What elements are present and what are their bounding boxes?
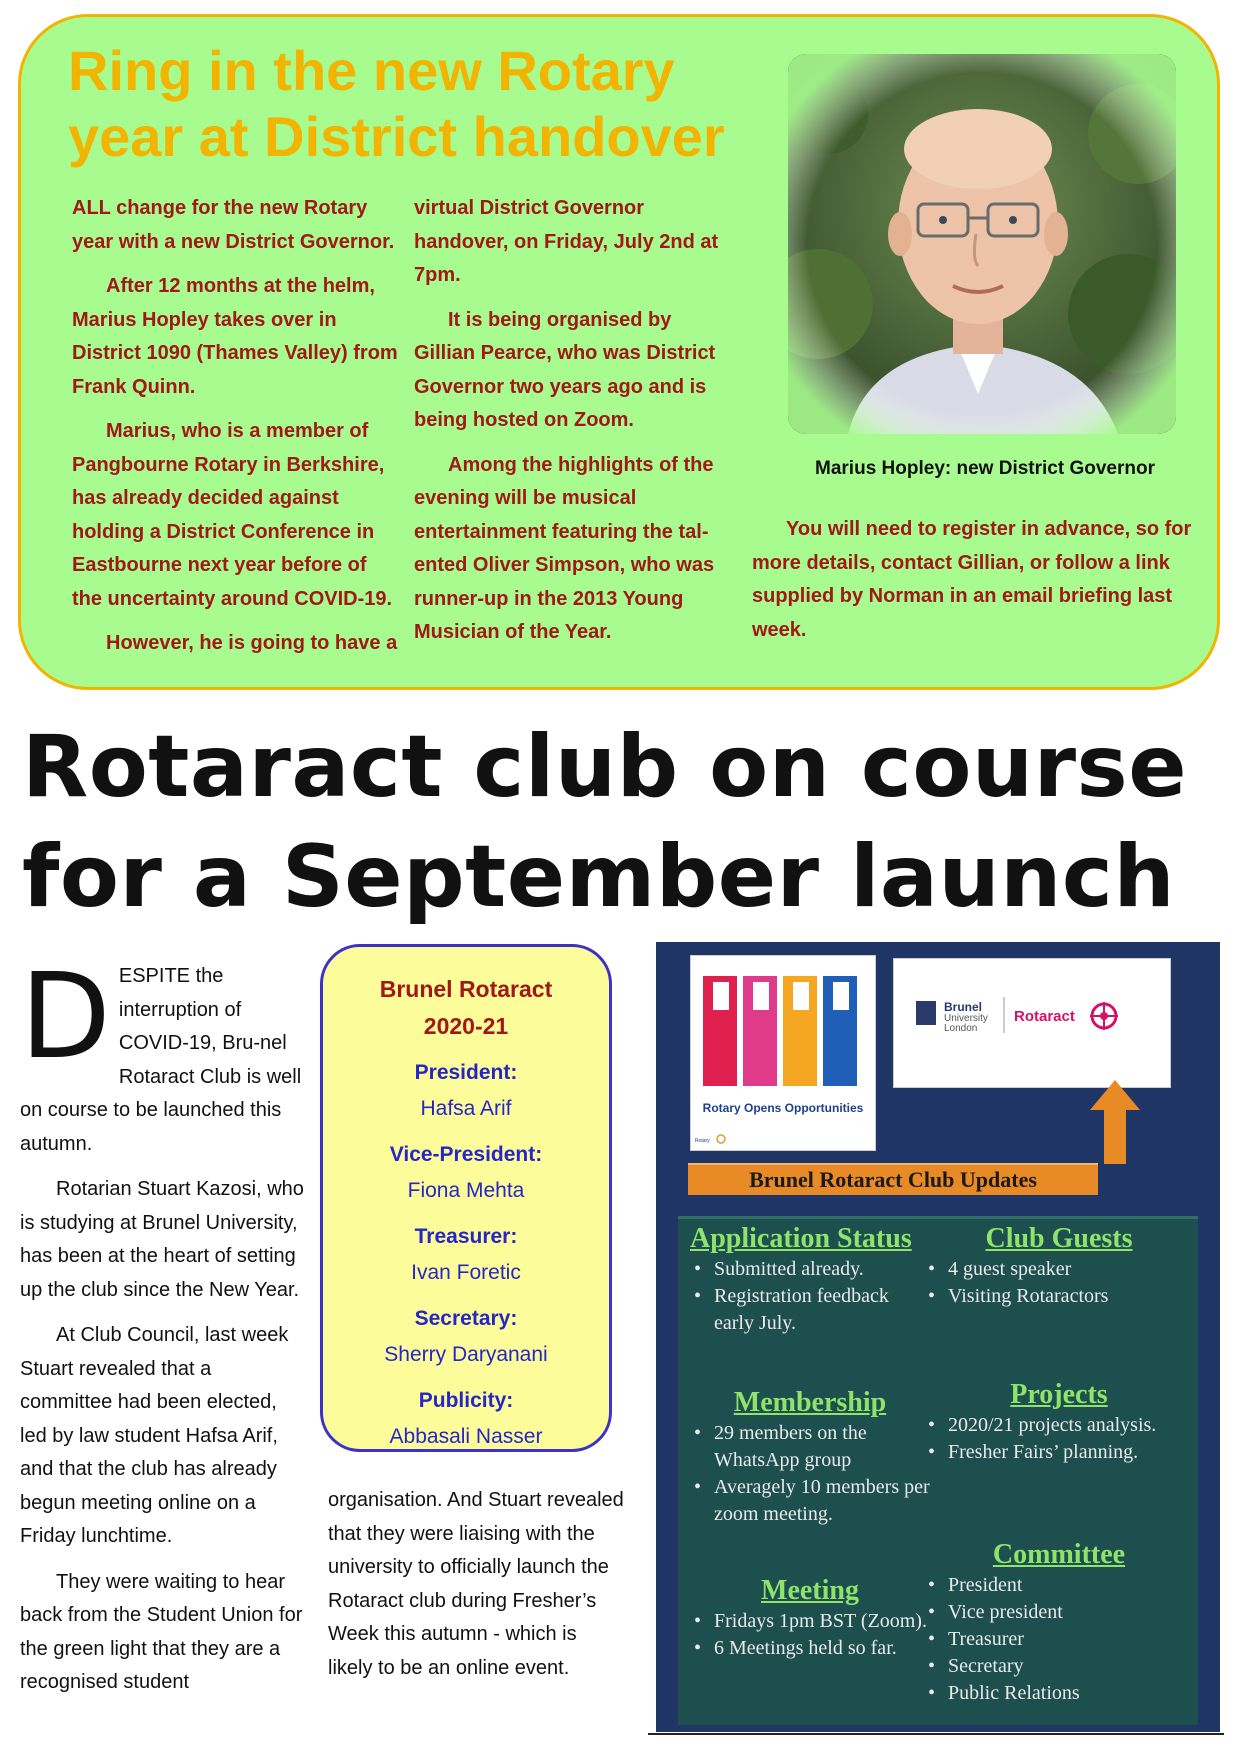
brunel-london: London bbox=[944, 1023, 978, 1034]
section-list bbox=[690, 1256, 930, 1337]
list-item: • 4 guest speaker bbox=[924, 1256, 1194, 1283]
list-item: • 6 Meetings held so far. bbox=[690, 1635, 930, 1662]
rotary-wheel-icon bbox=[717, 1135, 725, 1143]
section-meeting bbox=[690, 1574, 930, 1662]
officer-role: Secretary: bbox=[414, 1307, 518, 1330]
feature-paragraph: Among the highlights of the evening will be musical entertainment featuring the tal-ented Oliver Simpson, who was runner-up in the 2013 Young Musician of the Year. bbox=[414, 453, 715, 643]
officers-title: Brunel Rotaract bbox=[379, 976, 553, 1002]
rotaract-wordmark: Rotaract bbox=[1014, 1008, 1075, 1025]
logo-caption: Rotary Opens Opportunities bbox=[702, 1101, 864, 1115]
officer-role: President: bbox=[414, 1061, 518, 1084]
feature-paragraph: Marius, who is a member of Pangbourne Rotary in Berkshire, has already decided against holding a District Conference in Eastbourne next year before of the uncertainty around COVID-19. bbox=[72, 420, 393, 610]
club-updates-banner: Brunel Rotaract Club Updates bbox=[688, 1163, 1098, 1195]
feature-column-3 bbox=[752, 513, 1192, 658]
section-title: Projects bbox=[1010, 1379, 1108, 1410]
officers-box-title bbox=[323, 971, 609, 1045]
portrait-illustration bbox=[788, 54, 1176, 434]
article-column-left bbox=[20, 947, 304, 1712]
officer-role: Treasurer: bbox=[414, 1225, 518, 1248]
article-paragraph: Rotarian Stuart Kazosi, who is studying at Brunel University, has been at the heart of setting up the club since the New Year. bbox=[20, 1178, 304, 1301]
article-paragraph: At Club Council, last week Stuart revealed that a committee had been elected, led by law student Hafsa Arif, and that the club has already begun meeting online on a Friday lunchtime. bbox=[20, 1324, 289, 1547]
section-membership bbox=[690, 1386, 930, 1528]
section-committee bbox=[924, 1538, 1194, 1707]
feature-paragraph: virtual District Governor handover, on Friday, July 2nd at 7pm. bbox=[414, 197, 719, 286]
brunel-name: Brunel bbox=[944, 1000, 983, 1014]
officer-name: Abbasali Nasser bbox=[389, 1425, 543, 1448]
section-title: Application Status bbox=[690, 1223, 912, 1254]
feature-paragraph: After 12 months at the helm, Marius Hopley takes over in District 1090 (Thames Valley) from Frank Quinn. bbox=[72, 275, 398, 398]
photo-caption: Marius Hopley: new District Governor bbox=[815, 458, 1155, 479]
section-title: Club Guests bbox=[985, 1223, 1133, 1254]
list-item: • Vice president bbox=[924, 1599, 1194, 1626]
portrait-photo bbox=[788, 54, 1176, 434]
article-paragraph: organisation. And Stuart revealed that they were liaising with the university to officially launch the Rotaract club during Fresher’s Week this autumn - which is likely to be an online event. bbox=[328, 1489, 624, 1679]
list-item: • Secretary bbox=[924, 1653, 1194, 1680]
feature-paragraph: ALL change for the new Rotary year with a new District Governor. bbox=[72, 197, 395, 253]
headline-line: Rotaract club on course bbox=[22, 717, 1188, 817]
officer-name: Sherry Daryanani bbox=[384, 1343, 548, 1366]
list-item: • Fridays 1pm BST (Zoom). bbox=[690, 1608, 930, 1635]
brunel-logo-art bbox=[894, 959, 1170, 1087]
officer-name: Hafsa Arif bbox=[420, 1097, 512, 1120]
officer-role: Vice-President: bbox=[389, 1143, 543, 1166]
section-title: Membership bbox=[733, 1387, 887, 1418]
list-item: • Fresher Fairs’ planning. bbox=[924, 1439, 1194, 1466]
feature-column-1 bbox=[72, 192, 402, 672]
doors-icon bbox=[691, 956, 875, 1150]
article-column-middle bbox=[328, 1484, 624, 1697]
rotary-wheel-icon bbox=[1090, 1002, 1118, 1030]
feature-paragraph: It is being organised by Gillian Pearce, who was District Governor two years ago and is being hosted on Zoom. bbox=[414, 308, 716, 431]
section-title: Committee bbox=[992, 1539, 1126, 1570]
officer-name: Ivan Foretic bbox=[411, 1261, 521, 1284]
crest-icon bbox=[916, 1001, 936, 1025]
list-item: • Registration feedback early July. bbox=[690, 1283, 930, 1337]
headline-line: for a September launch bbox=[22, 827, 1176, 927]
list-item: • Treasurer bbox=[924, 1626, 1194, 1653]
list-item: • Visiting Rotaractors bbox=[924, 1283, 1194, 1310]
officers-box bbox=[320, 944, 612, 1452]
list-item: • 2020/21 projects analysis. bbox=[924, 1412, 1194, 1439]
officer-role: Publicity: bbox=[418, 1389, 514, 1412]
feature-column-2 bbox=[414, 192, 734, 661]
arrow-up-icon bbox=[1090, 1080, 1140, 1164]
slide-baseline bbox=[648, 1733, 1224, 1735]
list-item: • President bbox=[924, 1572, 1194, 1599]
logo-small-text: Rotary bbox=[695, 1138, 710, 1144]
section-list bbox=[690, 1608, 930, 1662]
section-club-guests bbox=[924, 1222, 1194, 1310]
section-projects bbox=[924, 1378, 1194, 1466]
article-headline bbox=[22, 712, 1222, 932]
section-list bbox=[924, 1412, 1194, 1466]
article-paragraph: They were waiting to hear back from the Student Union for the green light that they are a recognised student bbox=[20, 1570, 303, 1693]
list-item: • 29 members on the WhatsApp group bbox=[690, 1420, 930, 1474]
section-title: Meeting bbox=[761, 1575, 859, 1606]
section-list bbox=[924, 1572, 1194, 1707]
list-item: • Submitted already. bbox=[690, 1256, 930, 1283]
drop-cap: D bbox=[20, 947, 111, 1085]
list-item: • Public Relations bbox=[924, 1680, 1194, 1707]
feature-paragraph: You will need to register in advance, so for more details, contact Gillian, or follow a link supplied by Norman in an email briefing last week. bbox=[752, 518, 1192, 641]
section-list bbox=[924, 1256, 1194, 1310]
officers-year: 2020-21 bbox=[423, 1013, 509, 1039]
article-paragraph: ESPITE the interruption of COVID-19, Bru-nel Rotaract Club is well on course to be launched this autumn. bbox=[20, 965, 302, 1155]
brunel-university: University bbox=[944, 1013, 988, 1024]
feature-title: Ring in the new Rotary year at District handover bbox=[68, 39, 725, 168]
officer-name: Fiona Mehta bbox=[407, 1179, 525, 1202]
brunel-rotaract-logo bbox=[893, 958, 1171, 1088]
section-application-status bbox=[690, 1222, 930, 1337]
feature-paragraph: However, he is going to have a bbox=[106, 632, 398, 654]
section-list bbox=[690, 1420, 930, 1528]
list-item: • Averagely 10 members per zoom meeting. bbox=[690, 1474, 930, 1528]
rotary-opens-opportunities-logo bbox=[690, 955, 876, 1151]
